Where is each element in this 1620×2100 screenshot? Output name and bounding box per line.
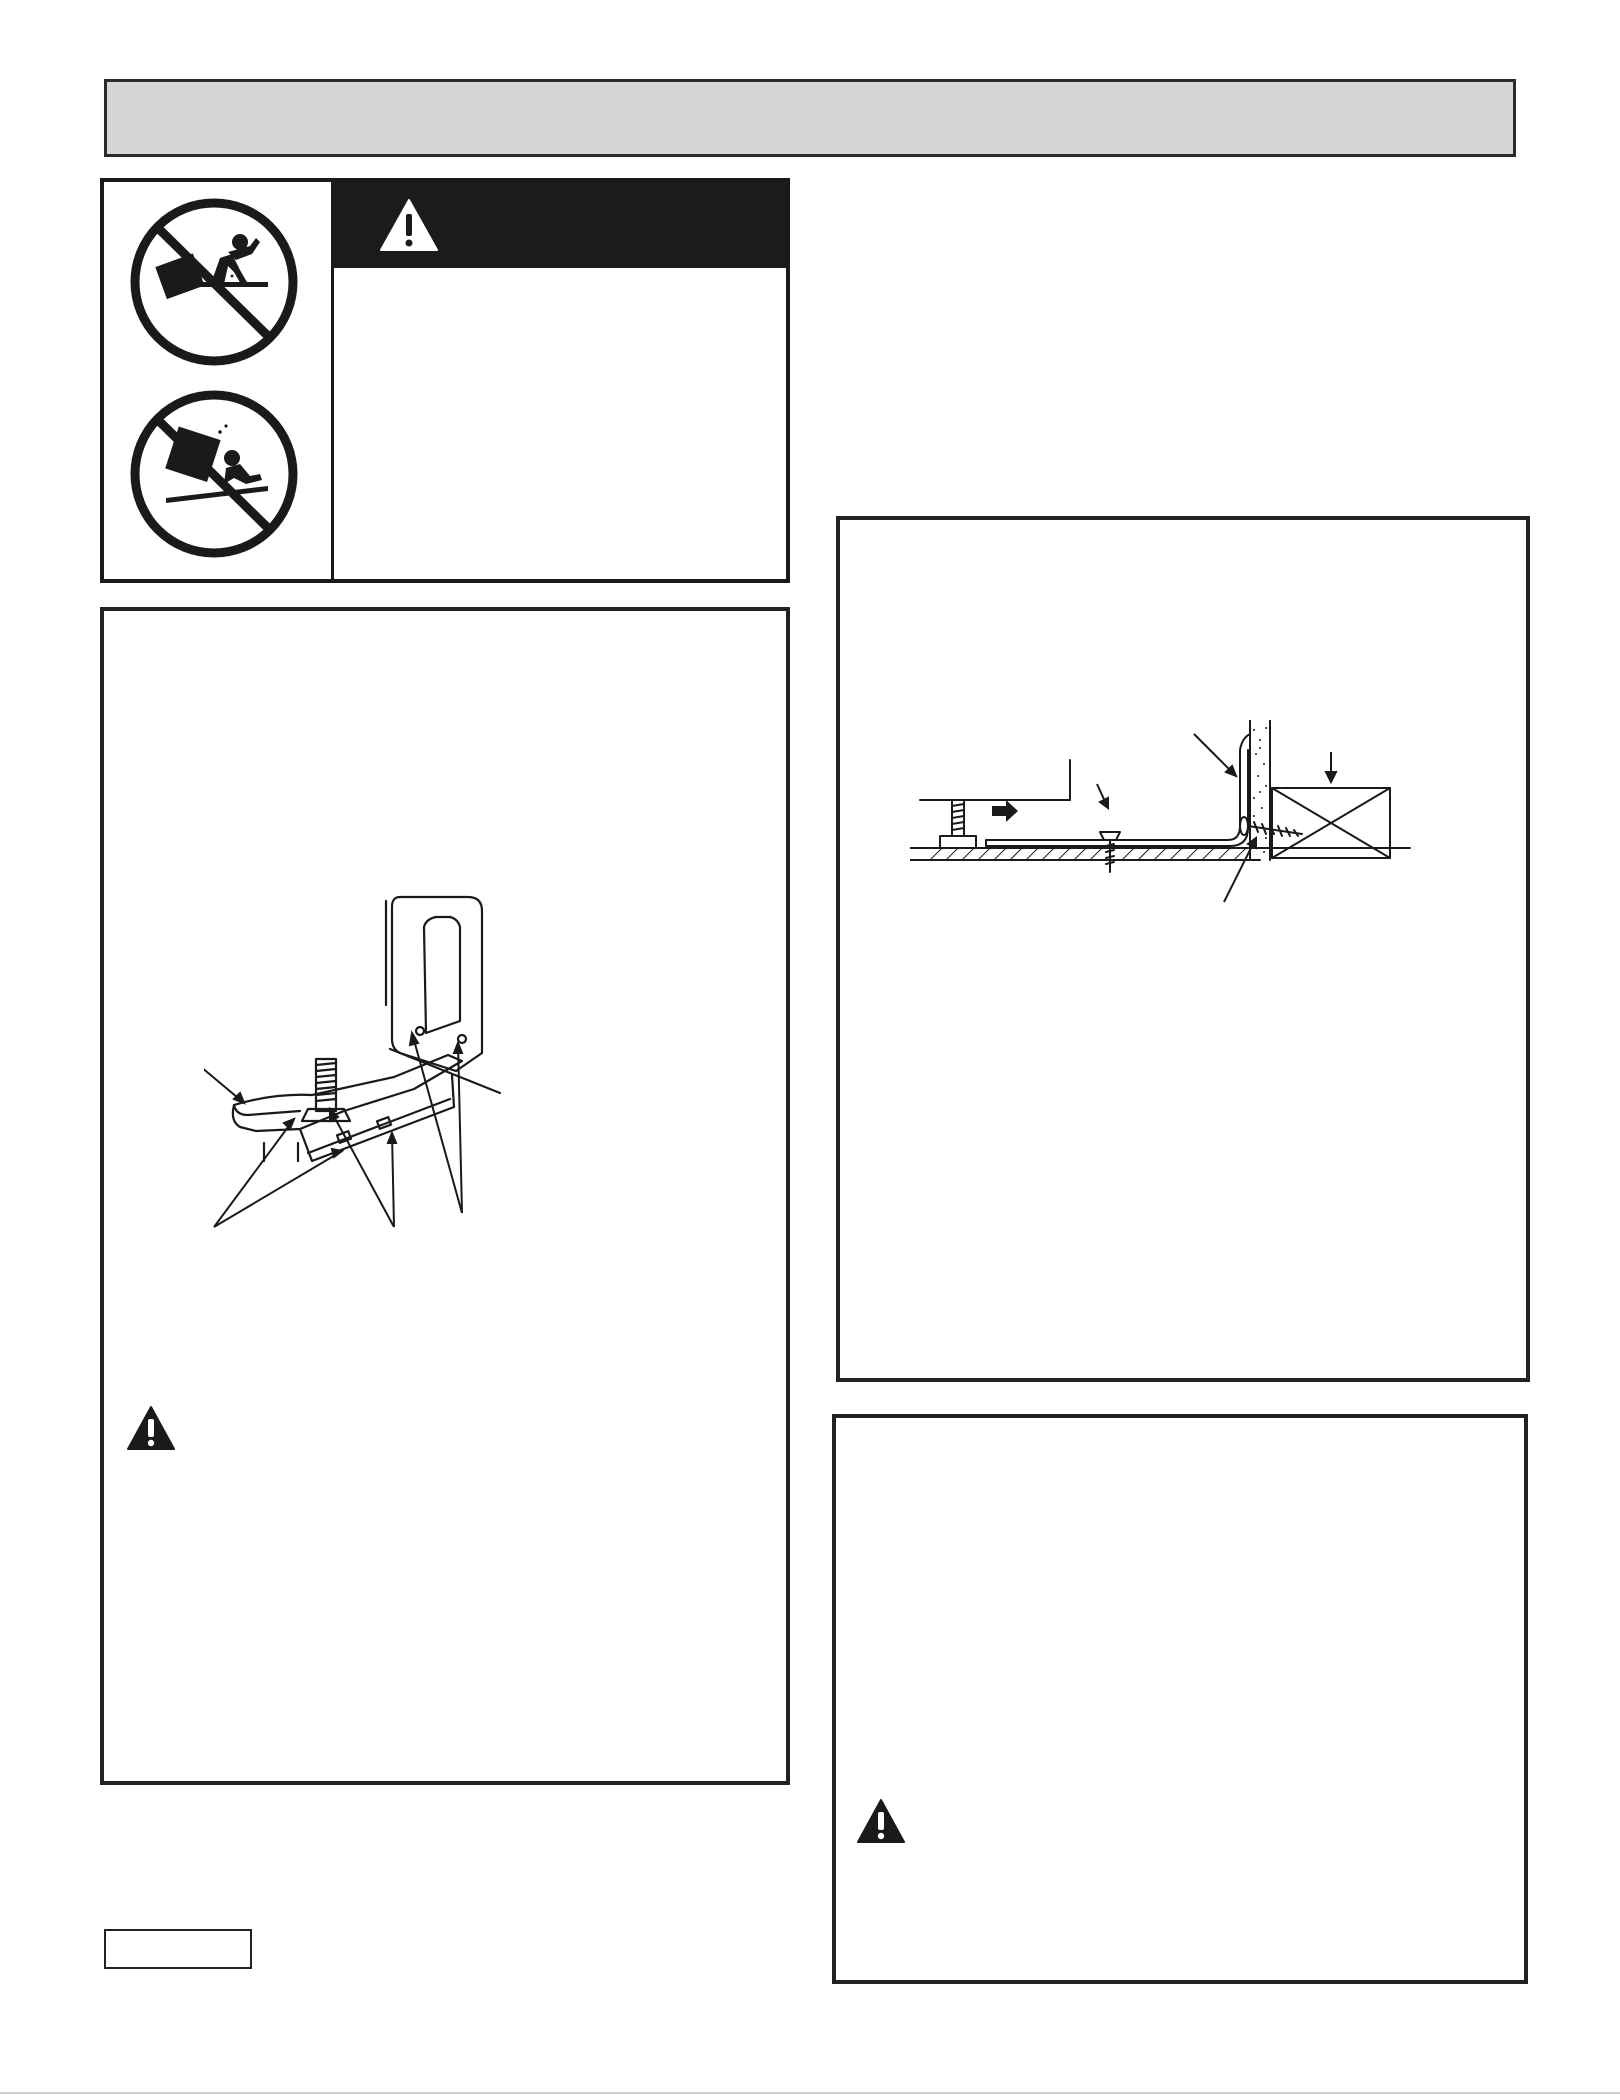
- caution-triangle-icon: [856, 1798, 906, 1844]
- no-climbing-icon: [128, 196, 300, 368]
- tip-over-warning-box: [100, 178, 790, 583]
- warning-header-band: [333, 182, 786, 268]
- caution-triangle-icon: [126, 1405, 176, 1451]
- floor-install-panel: [836, 516, 1530, 1382]
- verify-install-panel: [832, 1414, 1528, 1984]
- section-header-bar: [104, 79, 1516, 157]
- anti-tip-cross-section-illustration: [910, 720, 1430, 950]
- page-bottom-rule: [0, 2092, 1620, 2094]
- bracket-install-panel: [100, 607, 790, 1785]
- warning-triangle-icon: [379, 198, 439, 252]
- no-tipping-icon: [128, 388, 300, 560]
- page-number-box: [104, 1929, 252, 1969]
- anti-tip-bracket-illustration: [204, 893, 624, 1253]
